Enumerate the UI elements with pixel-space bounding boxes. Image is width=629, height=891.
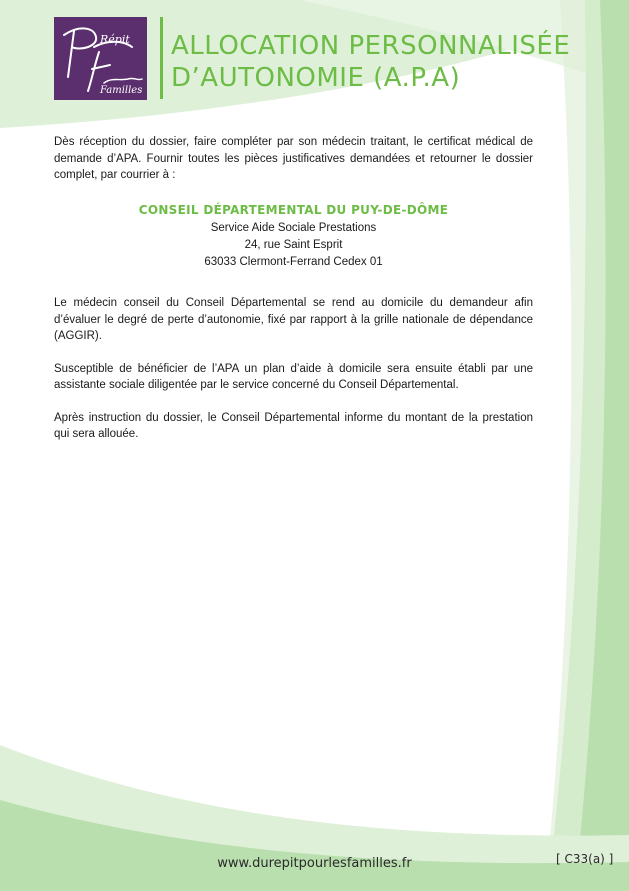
page-title-line-2: D’AUTONOMIE (A.P.A) <box>171 63 461 93</box>
intro-paragraph: Dès réception du dossier, faire compléter par son médecin traitant, le certificat médical de demande d’APA. Fournir toutes les pièces justificatives demandées et retourner le dossier complet, par courrier à : <box>54 136 533 181</box>
title-accent-bar <box>160 17 163 99</box>
logo-word-repit: Répit <box>100 33 130 46</box>
logo-word-familles: Familles <box>100 85 143 96</box>
address-block <box>54 202 533 272</box>
paragraph-allocation-amount: Après instruction du dossier, le Conseil Départemental informe du montant de la prestation qui sera allouée. <box>54 411 533 440</box>
address-service: Service Aide Sociale Prestations <box>210 222 377 234</box>
address-organization: CONSEIL DÉPARTEMENTAL DU PUY-DE-DÔME <box>138 202 449 217</box>
paragraph-medical-visit: Le médecin conseil du Conseil Départemental se rend au domicile du demandeur afin d’évaluer le degré de perte d’autonomie, fixé par rapport à la grille nationale de dépendance (AGGIR). <box>54 297 533 342</box>
page-reference: [ C33(a) ] <box>556 852 614 866</box>
address-city: 63033 Clermont-Ferrand Cedex 01 <box>204 256 383 268</box>
website-link[interactable]: www.durepitpourlesfamilles.fr <box>217 856 412 871</box>
page-title <box>171 30 591 94</box>
repit-familles-logo <box>54 17 147 100</box>
address-street: 24, rue Saint Esprit <box>244 239 343 251</box>
logo-artwork <box>54 17 147 100</box>
document-body <box>54 134 533 459</box>
page-title-line-1: ALLOCATION PERSONNALISÉE <box>171 31 571 61</box>
paragraph-care-plan: Susceptible de bénéficier de l’APA un plan d’aide à domicile sera ensuite établi par une assistante sociale diligentée par le service concerné du Conseil Départemental. <box>54 362 533 391</box>
